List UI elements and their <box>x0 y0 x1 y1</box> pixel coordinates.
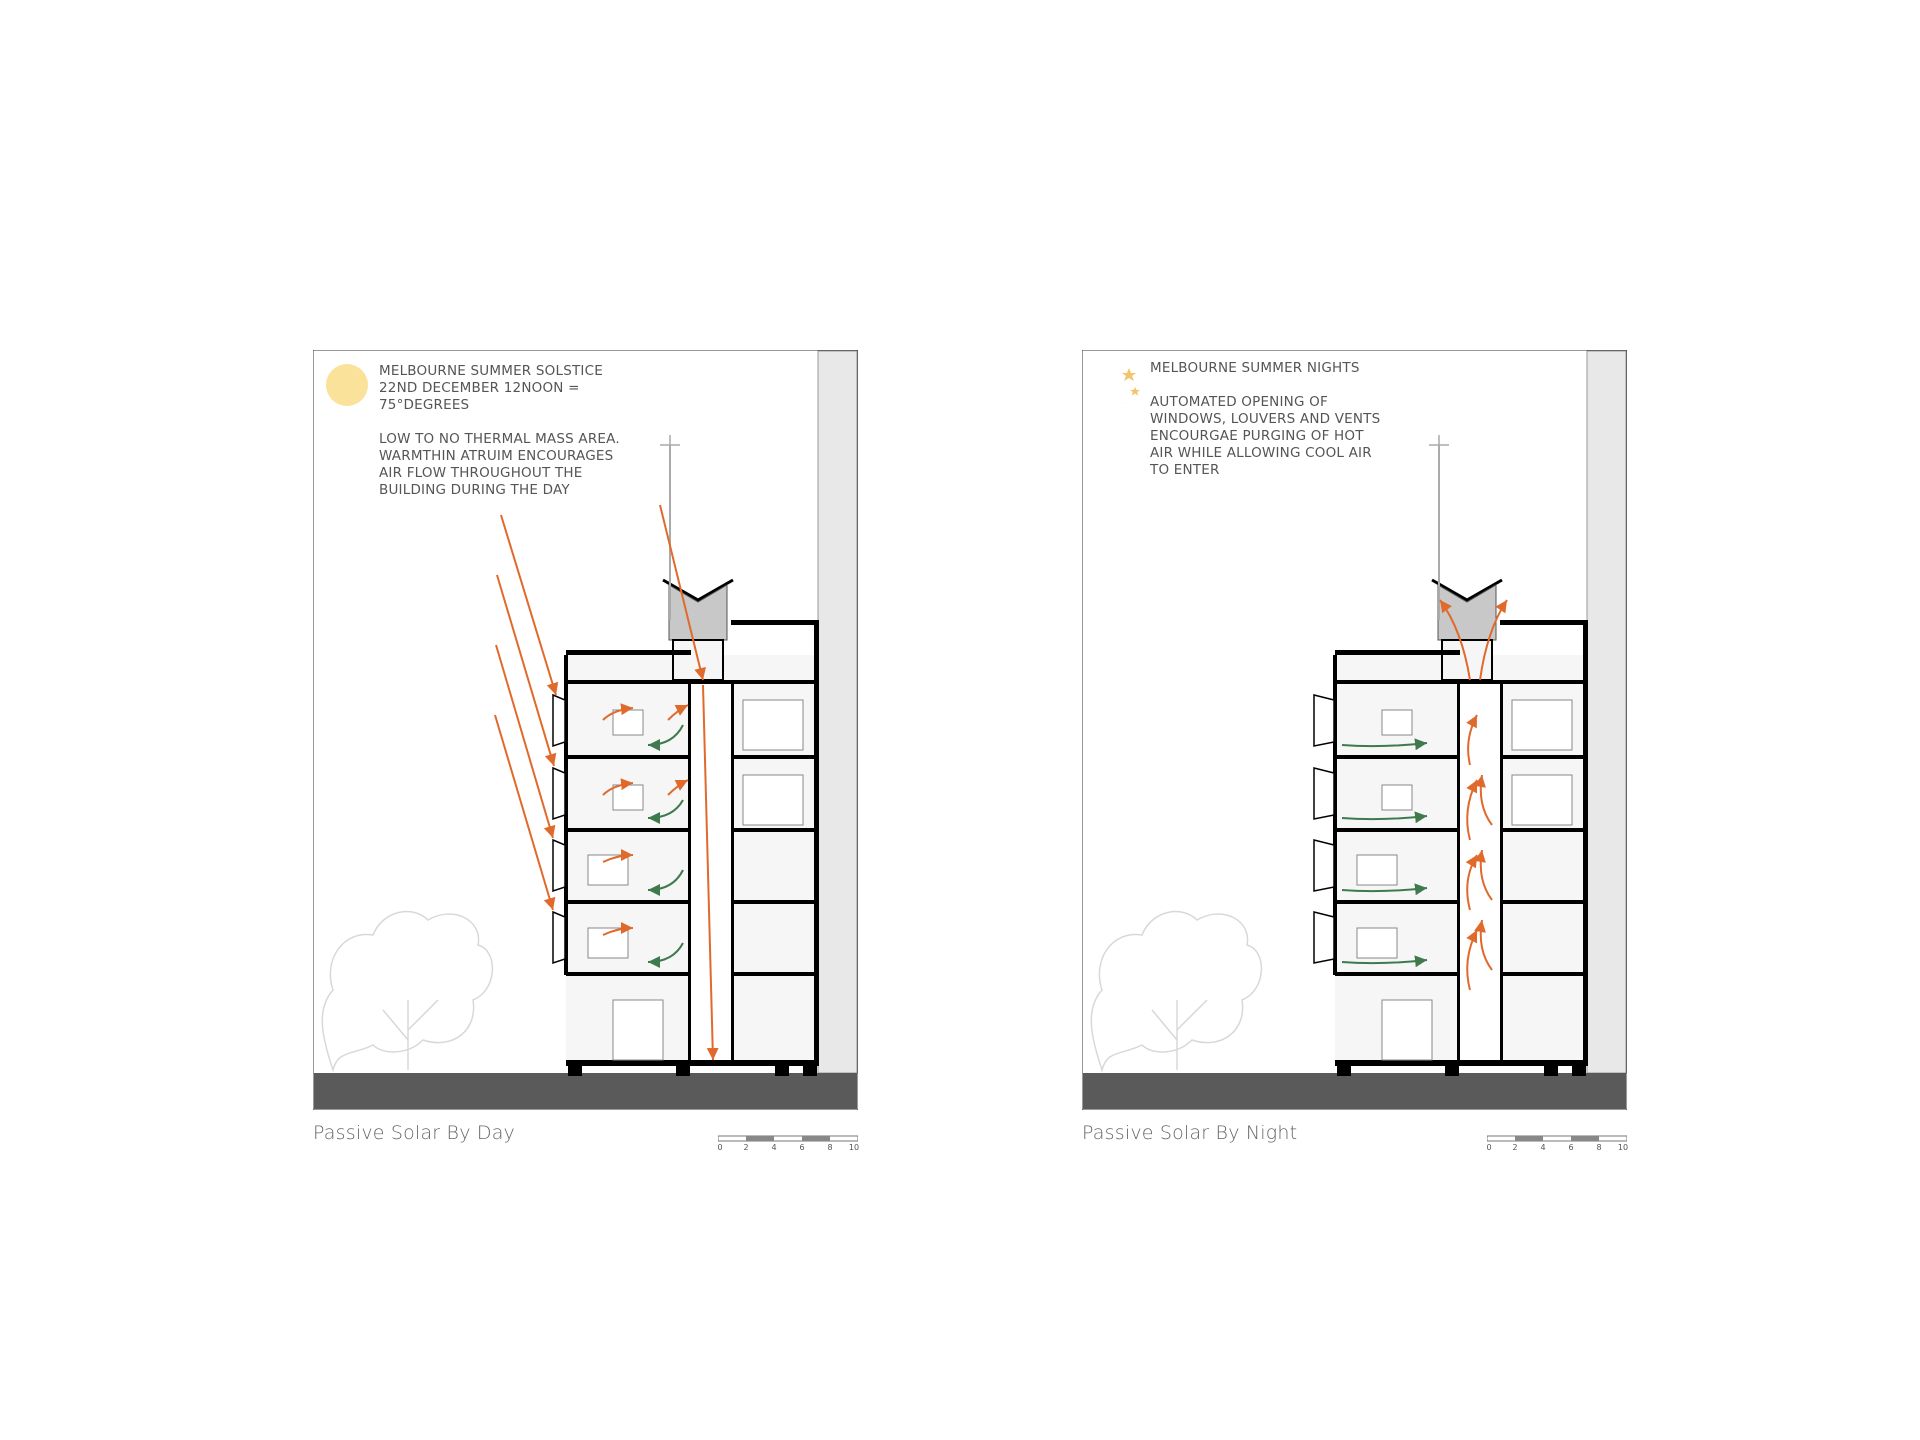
note-title: MELBOURNE SUMMER NIGHTS <box>1150 360 1360 376</box>
ground <box>314 1073 857 1109</box>
caption-night: Passive Solar By Night <box>1082 1122 1298 1144</box>
caption-day: Passive Solar By Day <box>313 1122 515 1144</box>
note-title: MELBOURNE SUMMER SOLSTICE 22ND DECEMBER 12NOON = 75°DEGREES <box>379 363 603 413</box>
scale-bar-night: 0 2 4 6 8 10 <box>1487 1135 1627 1165</box>
note-body: LOW TO NO THERMAL MASS AREA. WARMTHIN ATRUIM ENCOURAGES AIR FLOW THROUGHOUT THE BUILDING DURING THE DAY <box>379 431 620 498</box>
scale-bar-day: 0 2 4 6 8 10 <box>718 1135 858 1165</box>
panel-day <box>313 350 858 1110</box>
sun-icon <box>326 364 368 406</box>
ground <box>1083 1073 1626 1109</box>
neighbour-wall <box>818 351 857 1073</box>
panel-night <box>1082 350 1627 1110</box>
neighbour-wall <box>1587 351 1626 1073</box>
note-body: AUTOMATED OPENING OF WINDOWS, LOUVERS AND VENTS ENCOURGAE PURGING OF HOT AIR WHILE ALLOWING COOL AIR TO ENTER <box>1150 394 1381 478</box>
